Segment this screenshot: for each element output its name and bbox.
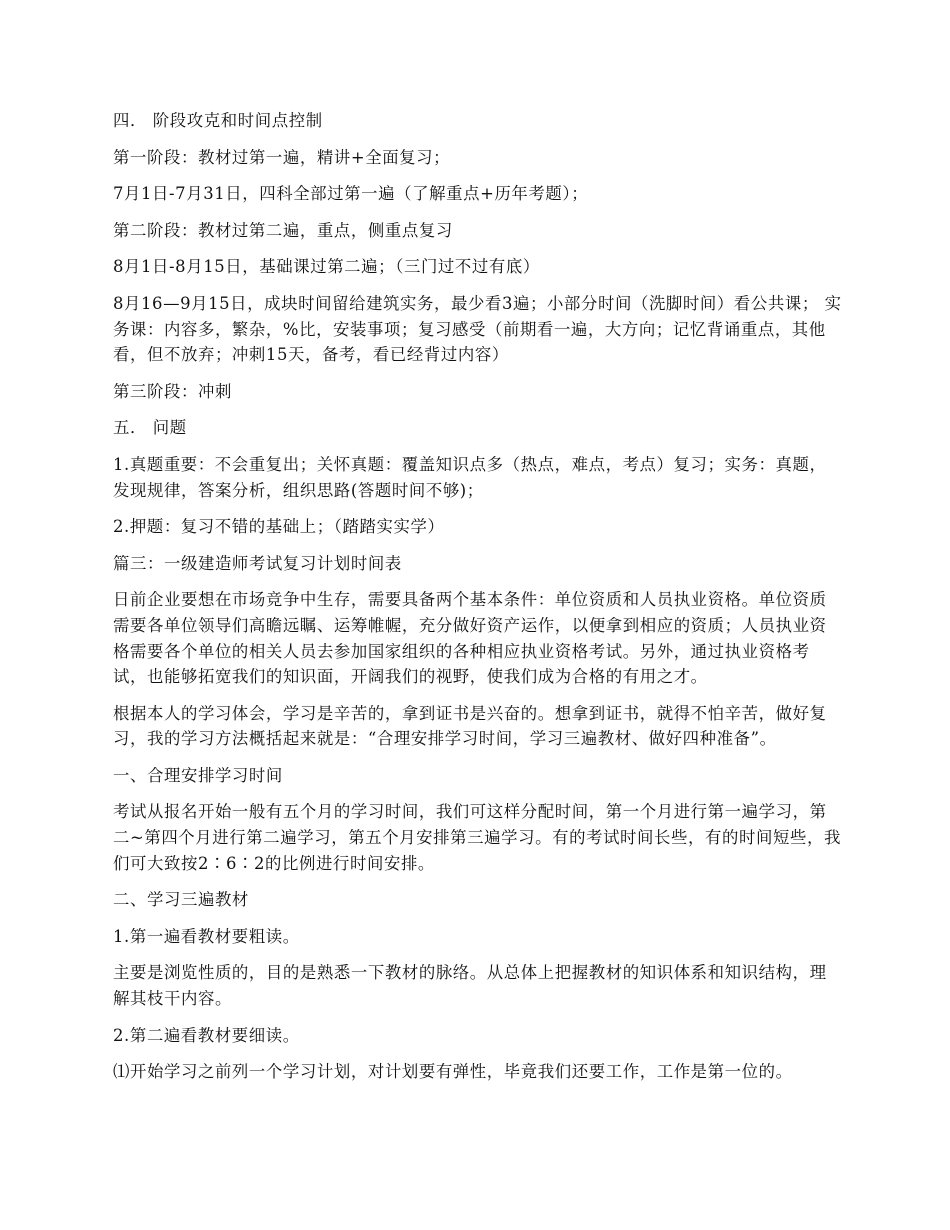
heading-time-arrangement: 一、合理安排学习时间 bbox=[113, 765, 283, 785]
first-reading-paragraph: 主要是浏览性质的，目的是熟悉一下教材的脉络。从总体上把握教材的知识体系和知识结构，理解其枝干内容。 bbox=[113, 963, 827, 1009]
article-three-title: 篇三：一级建造师考试复习计划时间表 bbox=[113, 553, 402, 573]
method-paragraph: 根据本人的学习体会，学习是辛苦的，拿到证书是兴奋的。想拿到证书，就得不怕辛苦，做好复习，我的学习方法概括起来就是：“合理安排学习时间，学习三遍教材、做好四种准备”。 bbox=[113, 703, 827, 749]
stage-one-dates: 7月1日-7月31日，四科全部过第一遍（了解重点+历年考题）； bbox=[113, 184, 589, 204]
second-reading-title: 2.第二遍看教材要细读。 bbox=[113, 1025, 300, 1045]
heading-three-readings: 二、学习三遍教材 bbox=[113, 890, 249, 910]
stage-two-dates: 8月1日-8月15日，基础课过第二遍；（三门过不过有底） bbox=[113, 257, 540, 277]
issue-two: 2.押题：复习不错的基础上；（踏踏实实学） bbox=[113, 517, 445, 537]
intro-paragraph: 日前企业要想在市场竞争中生存，需要具备两个基本条件：单位资质和人员执业资格。单位资质需要各单位领导们高瞻远瞩、运筹帷幄，充分做好资产运作，以便拿到相应的资质；人员执业资格需要各个单位的相关人员去参加国家组织的各种相应执业资格考试。另外，通过执业资格考试，也能够拓宽我们的知识面，开阔我们的视野，使我们成为合格的有用之才。 bbox=[113, 590, 827, 687]
stage-two-title: 第二阶段：教材过第二遍，重点，侧重点复习 bbox=[113, 220, 453, 240]
second-reading-item-one: ⑴开始学习之前列一个学习计划，对计划要有弹性，毕竟我们还要工作，工作是第一位的。 bbox=[113, 1062, 793, 1082]
section-heading-five: 五． 问题 bbox=[113, 418, 187, 438]
first-reading-title: 1.第一遍看教材要粗读。 bbox=[113, 926, 300, 946]
time-arrangement-paragraph: 考试从报名开始一般有五个月的学习时间，我们可这样分配时间，第一个月进行第一遍学习，第二~第四个月进行第二遍学习，第五个月安排第三遍学习。有的考试时间长些，有的时间短些，我们可大致按2∶6∶2的比例进行时间安排。 bbox=[113, 802, 841, 873]
section-heading-four: 四． 阶段攻克和时间点控制 bbox=[113, 111, 323, 130]
stage-one-title: 第一阶段：教材过第一遍，精讲+全面复习； bbox=[113, 147, 451, 167]
stage-three-title: 第三阶段：冲刺 bbox=[113, 381, 232, 401]
stage-two-detail: 8月16—9月15日，成块时间留给建筑实务，最少看3遍；小部分时间（洗脚时间）看公共课； 实务课：内容多，繁杂，%比，安装事项；复习感受（前期看一遍，大方向；记忆背诵重点，其他看，但不放弃；冲刺15天，备考，看已经背过内容） bbox=[113, 293, 842, 365]
issue-one: 1.真题重要：不会重复出；关怀真题：覆盖知识点多（热点，难点，考点）复习；实务：真题，发现规律，答案分析，组织思路(答题时间不够)； bbox=[113, 454, 827, 500]
